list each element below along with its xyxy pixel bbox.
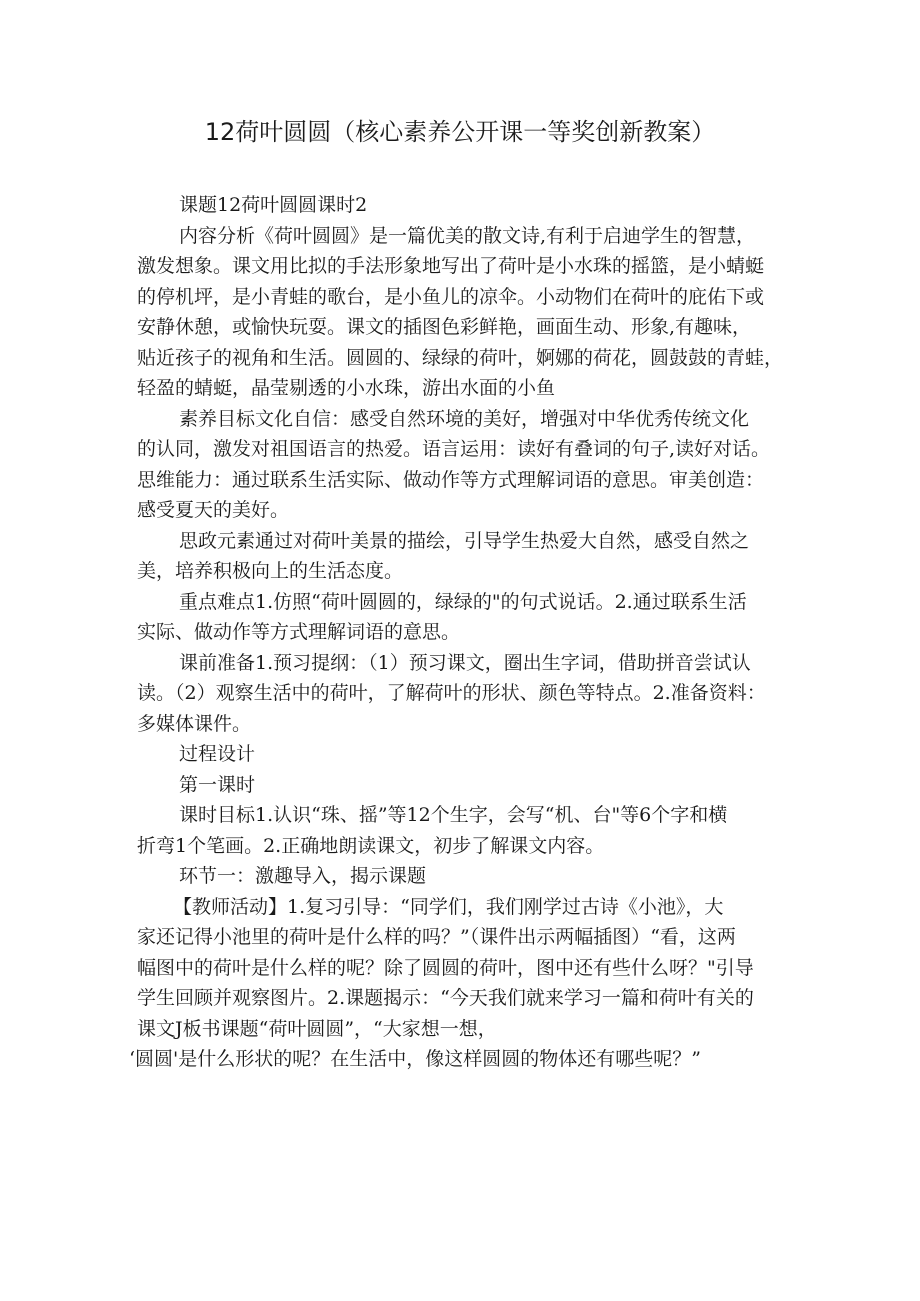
process-design-heading: 过程设计 — [179, 743, 256, 765]
literacy-goals-line: 素养目标文化自信：感受自然环境的美好，增强对中华优秀传统文化 — [179, 407, 750, 430]
content-analysis-line: 激发想象。课文用比拟的手法形象地写出了荷叶是小水珠的摇篮，是小蜻蜓 — [137, 255, 765, 277]
teacher-activity-line: 学生回顾并观察图片。2.课题揭示：“今天我们就来学习一篇和荷叶有关的 — [137, 987, 754, 1009]
content-analysis-line: 的停机坪，是小青蛙的歌台，是小鱼儿的凉伞。小动物们在荷叶的庇佑下或 — [137, 285, 765, 308]
document-title: 12荷叶圆圆（核心素养公开课一等奖创新教案） — [204, 118, 716, 146]
literacy-goals-line: 思维能力：通过联系生活实际、做动作等方式理解词语的意思。审美创造： — [137, 468, 765, 491]
teacher-activity-line: ‘圆圆'是什么形状的呢？在生活中，像这样圆圆的物体还有哪些呢？” — [129, 1048, 701, 1070]
document-body — [129, 190, 787, 1075]
literacy-goals-line: 的认同，激发对祖国语言的热爱。语言运用：读好有叠词的句子,读好对话。 — [137, 438, 771, 460]
content-analysis-line: 贴近孩子的视角和生活。圆圆的、绿绿的荷叶，婀娜的荷花，圆鼓鼓的青蛙， — [137, 346, 784, 369]
lesson-goals-line: 课时目标1.认识“珠、摇”等12个生字，会写“机、台"等6个字和横 — [179, 804, 728, 826]
content-analysis-line: 内容分析《荷叶圆圆》是一篇优美的散文诗,有利于启迪学生的智慧， — [179, 224, 756, 247]
teacher-activity-line: 【教师活动】1.复习引导：“同学们，我们刚学过古诗《小池》，大 — [173, 895, 724, 918]
key-difficulty-line: 实际、做动作等方式理解词语的意思。 — [137, 621, 461, 643]
teacher-activity-line: 幅图中的荷叶是什么样的呢？除了圆圆的荷叶，图中还有些什么呀？"引导 — [137, 956, 754, 979]
preparation-line: 多媒体课件。 — [137, 712, 252, 735]
ideology-element-line: 美，培养积极向上的生活态度。 — [137, 560, 404, 582]
key-difficulty-line: 重点难点1.仿照“荷叶圆圆的，绿绿的"的句式说话。2.通过联系生活 — [179, 590, 747, 613]
teacher-activity-line: 课文J板书课题“荷叶圆圆”，“大家想一想， — [137, 1017, 497, 1040]
preparation-line: 读。（2）观察生活中的荷叶，了解荷叶的形状、颜色等特点。2.准备资料： — [137, 682, 766, 704]
content-analysis-line: 安静休憩，或愉快玩耍。课文的插图色彩鲜艳，画面生动、形象,有趣味， — [137, 316, 752, 338]
lesson-topic-line: 课题12荷叶圆圆课时2 — [179, 194, 368, 216]
lesson-goals-line: 折弯1个笔画。2.正确地朗读课文，初步了解课文内容。 — [137, 834, 605, 857]
section-one-heading: 环节一：激趣导入，揭示课题 — [179, 865, 427, 887]
first-lesson-heading: 第一课时 — [179, 773, 256, 796]
content-analysis-line: 轻盈的蜻蜓，晶莹剔透的小水珠，游出水面的小鱼 — [137, 377, 556, 399]
ideology-element-line: 思政元素通过对荷叶美景的描绘，引导学生热爱大自然，感受自然之 — [179, 529, 750, 552]
teacher-activity-line: 家还记得小池里的荷叶是什么样的吗？”（课件出示两幅插图）“看，这两 — [137, 926, 736, 948]
preparation-line: 课前准备1.预习提纲：（1）预习课文，圈出生字词，借助拼音尝试认 — [179, 651, 751, 674]
literacy-goals-line: 感受夏天的美好。 — [137, 499, 290, 521]
